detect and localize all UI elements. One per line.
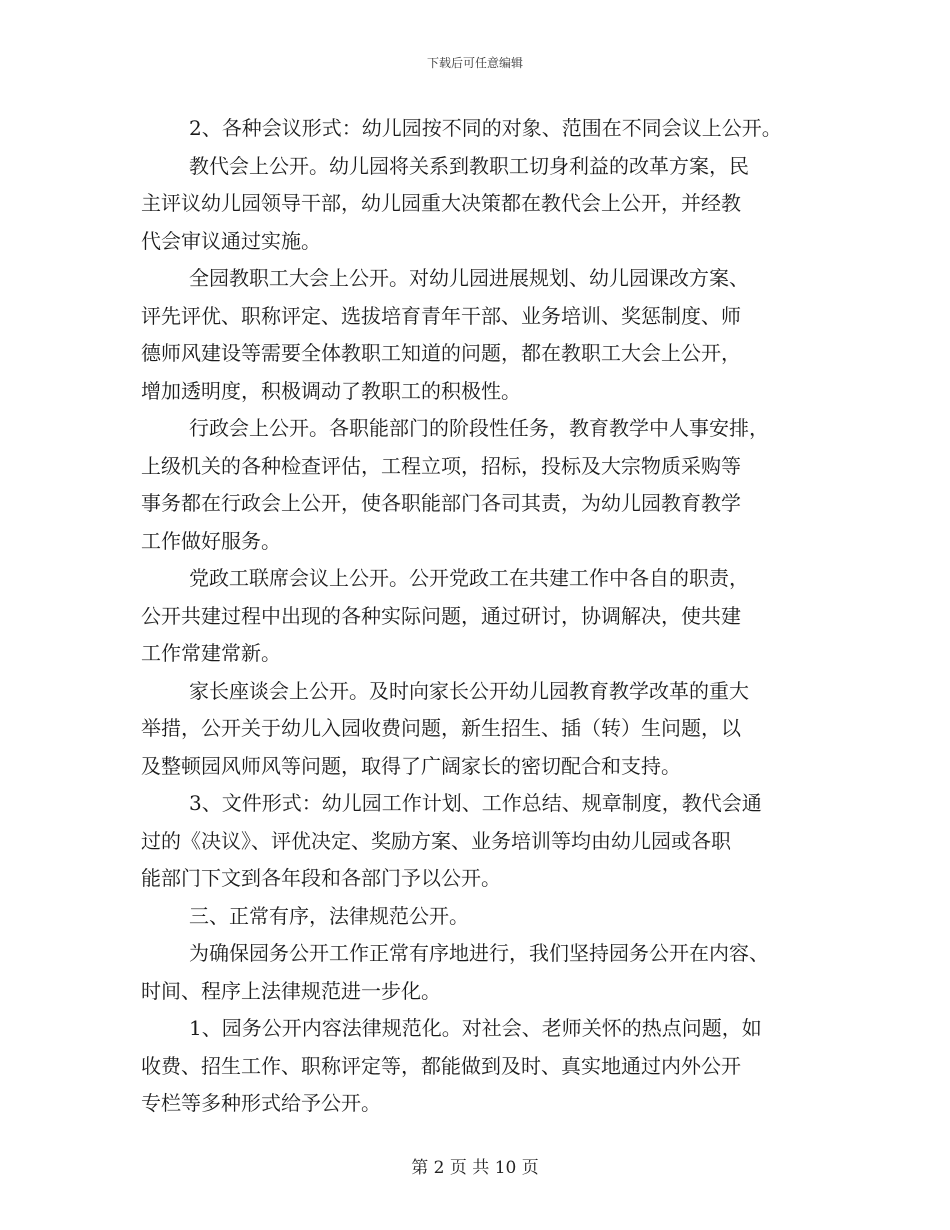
paragraph [141,898,821,936]
section-heading: 三、正常有序，法律规范公开。 [189,903,469,928]
text-line: 党政工联席会议上公开。公开党政工在共建工作中各自的职责， [189,566,749,590]
paragraph [141,410,821,560]
paragraph [141,260,821,410]
text-line: 收费、招生工作、职称评定等，都能做到及时、真实地通过内外公开 [141,1053,741,1078]
text-line: 全园教职工大会上公开。对幼儿园进展规划、幼儿园课改方案、 [189,266,749,290]
text-line: 时间、程序上法律规范进一步化。 [141,978,441,1003]
text-line: 行政会上公开。各职能部门的阶段性任务，教育教学中人事安排， [189,416,769,440]
text-line: 家长座谈会上公开。及时向家长公开幼儿园教育教学改革的重大 [189,678,749,703]
text-line: 工作常建常新。 [141,641,281,665]
text-line: 上级机关的各种检查评估，工程立项，招标，投标及大宗物质采购等 [141,453,741,478]
text-line: 为确保园务公开工作正常有序地进行，我们坚持园务公开在内容、 [189,941,769,965]
text-line: 工作做好服务。 [141,528,281,553]
paragraph [141,1010,821,1123]
text-line: 增加透明度，积极调动了教职工的积极性。 [141,378,521,403]
text-line: 及整顿园风师风等问题，取得了广阔家长的密切配合和支持。 [141,753,681,778]
paragraph [141,785,821,898]
text-line: 主评议幼儿园领导干部，幼儿园重大决策都在教代会上公开，并经教 [141,191,741,215]
page-header: 下载后可任意编辑 [426,56,523,70]
text-line: 代会审议通过实施。 [141,228,321,253]
text-line: 举措，公开关于幼儿入园收费问题，新生招生、插（转）生问题，以 [141,716,741,740]
text-line: 评先评优、职称评定、选拔培育青年干部、业务培训、奖惩制度、师 [141,303,741,328]
text-line: 2、各种会议形式：幼儿园按不同的对象、范围在不同会议上公开。 [189,116,782,140]
text-line: 能部门下文到各年段和各部门予以公开。 [141,866,501,890]
text-line: 3、文件形式：幼儿园工作计划、工作总结、规章制度，教代会通 [189,791,762,815]
text-line: 过的《决议》、评优决定、奖励方案、业务培训等均由幼儿园或各职 [141,828,731,853]
paragraph [141,560,821,673]
page-footer: 第 2 页 共 10 页 [411,1158,539,1178]
text-line: 德师风建设等需要全体教职工知道的问题，都在教职工大会上公开， [141,341,741,365]
paragraph [141,110,821,148]
paragraph [141,673,821,786]
paragraph [141,935,821,1010]
text-line: 1、园务公开内容法律规范化。对社会、老师关怀的热点问题，如 [189,1016,762,1040]
document-body [141,110,821,1123]
text-line: 教代会上公开。幼儿园将关系到教职工切身利益的改革方案，民 [189,153,749,178]
text-line: 专栏等多种形式给予公开。 [141,1091,381,1115]
text-line: 公开共建过程中出现的各种实际问题，通过研讨，协调解决，使共建 [141,603,741,628]
text-line: 事务都在行政会上公开，使各职能部门各司其责，为幼儿园教育教学 [141,491,741,515]
paragraph [141,148,821,261]
